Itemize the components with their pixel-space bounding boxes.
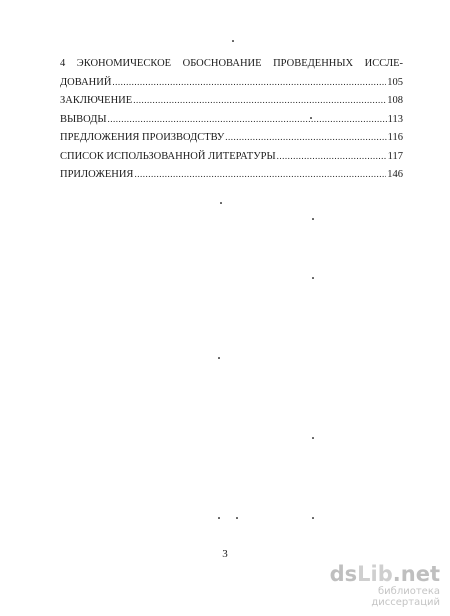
- dot-leader: [112, 77, 386, 87]
- toc-entry-title: ВЫВОДЫ: [60, 113, 107, 125]
- toc-entry-word: ПРОВЕДЕННЫХ: [273, 58, 354, 69]
- toc-entry-page: 105: [387, 76, 403, 88]
- toc-entry-word: ОБОСНОВАНИЕ: [182, 58, 262, 69]
- toc-entry[interactable]: [60, 151, 403, 170]
- toc-entry-page: 117: [387, 150, 403, 162]
- dot-leader: [133, 95, 386, 105]
- scan-speck: [312, 218, 314, 220]
- table-of-contents: [60, 58, 403, 188]
- dot-leader: [225, 132, 386, 142]
- toc-entry-word: ЭКОНОМИЧЕСКОЕ: [76, 58, 172, 69]
- scan-speck: [312, 517, 314, 519]
- toc-entry[interactable]: [60, 95, 403, 114]
- toc-entry[interactable]: [60, 77, 403, 96]
- toc-entry-title: СПИСОК ИСПОЛЬЗОВАННОЙ ЛИТЕРАТУРЫ: [60, 150, 276, 162]
- toc-entry-word: ИССЛЕ-: [364, 58, 403, 69]
- scan-speck: [218, 517, 220, 519]
- scan-speck: [232, 40, 234, 42]
- watermark-logo: dsLib.net: [329, 562, 440, 586]
- watermark-subtitle: библиотека диссертаций: [371, 586, 440, 608]
- watermark: [314, 563, 440, 608]
- toc-entry[interactable]: [60, 114, 403, 133]
- dot-leader: [108, 114, 387, 124]
- toc-entry-number: 4: [60, 58, 66, 69]
- toc-entry-line1: [60, 58, 403, 77]
- scan-speck: [218, 357, 220, 359]
- page-number: 3: [222, 548, 228, 560]
- toc-entry-page: 116: [387, 132, 403, 143]
- toc-entry[interactable]: [60, 169, 403, 188]
- toc-entry[interactable]: [60, 132, 403, 151]
- toc-entry-page: 146: [387, 169, 403, 180]
- scan-speck: [312, 437, 314, 439]
- toc-entry-title: ДОВАНИЙ: [60, 76, 112, 88]
- dot-leader: [277, 151, 387, 161]
- toc-entry-title: ПРИЛОЖЕНИЯ: [60, 169, 134, 180]
- toc-entry-page: 108: [387, 95, 403, 106]
- scan-speck: [310, 117, 312, 119]
- scan-speck: [312, 277, 314, 279]
- toc-entry-title: ПРЕДЛОЖЕНИЯ ПРОИЗВОДСТВУ: [60, 132, 225, 143]
- toc-entry-page: 113: [387, 113, 403, 125]
- dot-leader: [134, 169, 386, 179]
- scan-speck: [220, 202, 222, 204]
- scan-speck: [236, 517, 238, 519]
- toc-entry-title: ЗАКЛЮЧЕНИЕ: [60, 95, 133, 106]
